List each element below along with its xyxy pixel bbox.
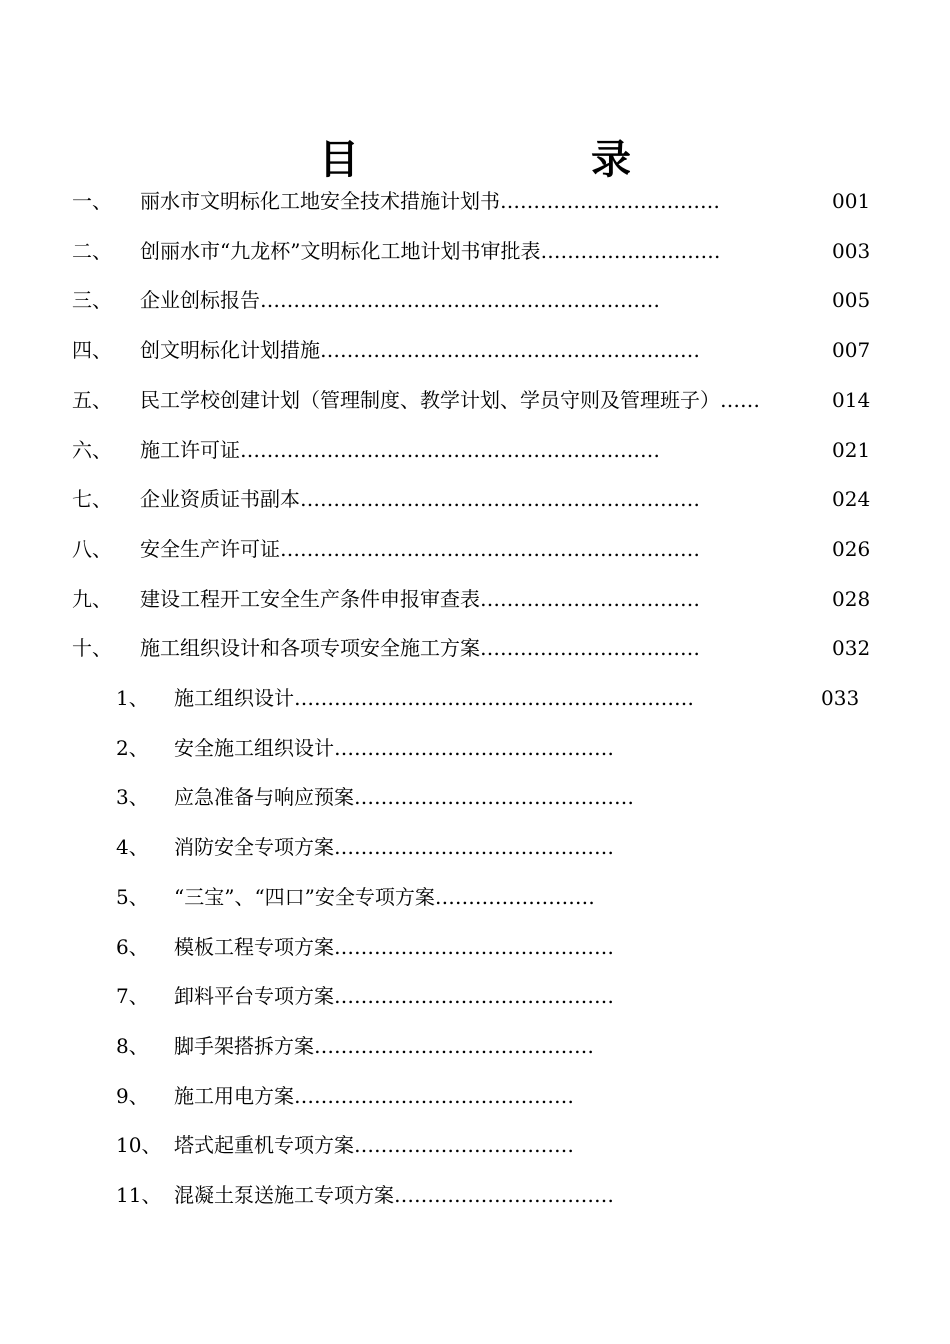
toc-entry-title: 混凝土泵送施工专项方案…………………………… [174, 1183, 614, 1207]
toc-entry-title: 模板工程专项方案…………………………………… [174, 934, 614, 959]
toc-entry-title: 施工用电方案…………………………………… [174, 1083, 574, 1108]
toc-entry-title: 创丽水市“九龙杯”文明标化工地计划书审批表……………………… [140, 238, 721, 263]
toc-entry-number: 5、 [116, 884, 149, 909]
toc-entry-number: 五、 [72, 387, 112, 412]
toc-entry-number: 二、 [72, 238, 112, 263]
toc-entry-number: 四、 [72, 338, 112, 363]
toc-entry-page: 001 [832, 189, 871, 213]
toc-entry-title: 建设工程开工安全生产条件申报审查表…………………………… [140, 586, 700, 611]
toc-entry-title: “三宝”、“四口”安全专项方案…………………… [174, 884, 595, 909]
toc-sub-entry [116, 772, 950, 822]
toc-entry-title: 施工组织设计…………………………………………………… [174, 686, 694, 710]
toc-entry-page: 021 [832, 437, 871, 462]
toc-entry [72, 275, 950, 325]
toc-entry [72, 623, 950, 673]
toc-entry-number: 2、 [116, 735, 149, 760]
toc-entry-number: 4、 [116, 835, 149, 860]
toc-entry-number: 七、 [72, 487, 112, 512]
toc-sub-entry [116, 1021, 950, 1071]
toc-entry-page: 003 [832, 238, 871, 263]
toc-entry-number: 六、 [72, 437, 112, 462]
toc-sub-entry [116, 1071, 950, 1121]
toc-sub-entry [116, 723, 950, 773]
toc-entry-title: 施工许可证……………………………………………………… [140, 437, 660, 462]
toc-entry-page: 005 [832, 288, 871, 313]
toc-entry-number: 6、 [116, 934, 149, 959]
toc-entry-page: 028 [832, 586, 871, 611]
toc-entry-number: 八、 [72, 536, 112, 561]
toc-entry [72, 474, 950, 524]
toc-entry-number: 3、 [116, 785, 149, 810]
toc-entry-number: 7、 [116, 984, 149, 1009]
toc-entry-number: 9、 [116, 1083, 149, 1108]
page-title: 目 录 [319, 136, 727, 183]
toc-entry-number: 10、 [116, 1133, 162, 1158]
toc-entry-title: 脚手架搭拆方案…………………………………… [174, 1033, 594, 1058]
toc-entry-page: 024 [832, 487, 871, 512]
toc-entry-number: 一、 [72, 189, 112, 213]
toc-entry [72, 375, 950, 425]
toc-entry-number: 九、 [72, 586, 112, 611]
toc-entry-page: 026 [832, 536, 871, 561]
toc-sub-entry [116, 872, 950, 922]
toc-entry-page: 007 [832, 338, 871, 363]
toc-entry-title: 消防安全专项方案…………………………………… [174, 835, 614, 860]
toc-entry [72, 524, 950, 574]
toc-entry-title: 施工组织设计和各项专项安全施工方案…………………………… [140, 636, 700, 661]
toc-entry [72, 176, 950, 226]
toc-entry-number: 1、 [116, 686, 149, 710]
toc-entry-number: 11、 [116, 1183, 162, 1207]
toc-entry-title: 塔式起重机专项方案…………………………… [174, 1133, 574, 1158]
toc-entry-title: 民工学校创建计划（管理制度、教学计划、学员守则及管理班子）…… [140, 387, 760, 412]
toc-entry-title: 丽水市文明标化工地安全技术措施计划书…………………………… [140, 189, 720, 213]
toc-sub-entry [116, 922, 950, 972]
toc-entry-number: 8、 [116, 1033, 149, 1058]
toc-entry-page: 032 [832, 636, 871, 661]
toc-entry-number: 三、 [72, 288, 112, 313]
toc-entry [72, 325, 950, 375]
toc-entry-page: 014 [832, 387, 871, 412]
toc-entry-title: 企业创标报告…………………………………………………… [140, 288, 660, 313]
toc-entry-title: 卸料平台专项方案…………………………………… [174, 984, 614, 1009]
toc-sub-entry [116, 971, 950, 1021]
toc-entry-title: 应急准备与响应预案…………………………………… [174, 785, 634, 810]
toc-entry-page: 033 [821, 686, 860, 710]
toc-entry-title: 企业资质证书副本…………………………………………………… [140, 487, 700, 512]
toc-sub-entry [116, 673, 950, 723]
toc-sub-entry [116, 1120, 950, 1170]
toc-entry-title: 安全施工组织设计…………………………………… [174, 735, 614, 760]
toc-sub-entry [116, 822, 950, 872]
toc-sub-entry [116, 1170, 950, 1220]
toc-entry [72, 425, 950, 475]
toc-entry-title: 创文明标化计划措施………………………………………………… [140, 338, 700, 363]
toc-entry [72, 226, 950, 276]
toc-entry-title: 安全生产许可证……………………………………………………… [140, 536, 700, 561]
toc-entry [72, 574, 950, 624]
toc-entry-number: 十、 [72, 636, 112, 661]
